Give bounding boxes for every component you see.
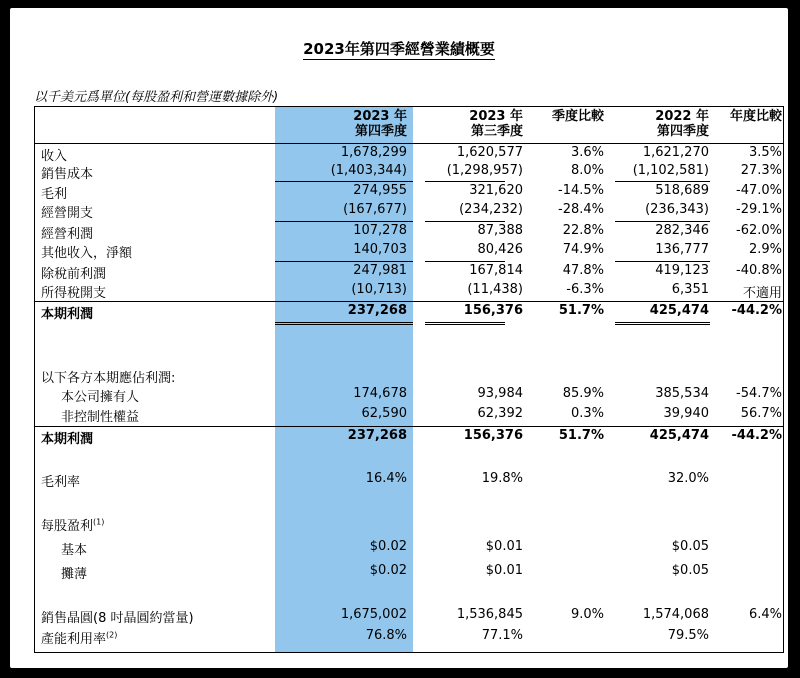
subtotal-rule bbox=[425, 261, 505, 262]
total-double-rule bbox=[615, 322, 710, 323]
total-double-rule bbox=[275, 322, 413, 323]
total-double-rule bbox=[615, 324, 710, 325]
total-double-rule bbox=[275, 324, 413, 325]
header-yoy: 年度比較 bbox=[729, 109, 782, 124]
section-divider bbox=[35, 301, 783, 302]
total-double-rule bbox=[425, 324, 505, 325]
subtotal-rule bbox=[275, 261, 413, 262]
table-row: 以下各方本期應佔利潤: bbox=[41, 371, 176, 386]
table-row: 本期利潤 237,268 156,376 51.7% 425,474 -44.2% bbox=[41, 428, 782, 447]
table-row: 毛利 274,955 321,620 -14.5% 518,689 -47.0% bbox=[41, 183, 782, 202]
unit-note: 以千美元爲單位(每股盈利和營運數據除外) bbox=[34, 90, 279, 105]
document-page bbox=[10, 8, 788, 668]
table-row: 銷售晶圓(8 吋晶圓約當量) 1,675,002 1,536,845 9.0% 1,574,068 6.4% bbox=[41, 607, 782, 626]
page-title: 2023年第四季經營業績概要 bbox=[303, 40, 495, 58]
table-row: 收入 1,678,299 1,620,577 3.6% 1,621,270 3.5% bbox=[41, 145, 782, 164]
table-row: 非控制性權益 62,590 62,392 0.3% 39,940 56.7% bbox=[61, 406, 782, 425]
table-row: 經營利潤 107,278 87,388 22.8% 282,346 -62.0% bbox=[41, 223, 782, 242]
header-2023-q4: 2023 年 第四季度 bbox=[353, 109, 407, 139]
table-row: 其他收入，淨額 140,703 80,426 74.9% 136,777 2.9% bbox=[41, 242, 782, 261]
table-row: 每股盈利$^{(1)}$ bbox=[41, 517, 105, 534]
subtotal-rule bbox=[615, 221, 710, 222]
results-table bbox=[34, 106, 784, 653]
table-row: 所得稅開支 (10,713) (11,438) -6.3% 6,351 不適用 bbox=[41, 282, 782, 301]
table-row: 經營開支 (167,677) (234,232) -28.4% (236,343) -29.1% bbox=[41, 202, 782, 221]
table-row: 毛利率 16.4% 19.8% 32.0% bbox=[41, 471, 709, 490]
table-row: 產能利用率$^{(2)}$ 76.8% 77.1% 79.5% bbox=[41, 628, 709, 647]
section-divider bbox=[35, 426, 783, 427]
header-2022-q4: 2022 年 第四季度 bbox=[655, 109, 709, 139]
table-row: 本公司擁有人 174,678 93,984 85.9% 385,534 -54.7% bbox=[61, 386, 782, 405]
header-divider bbox=[35, 143, 783, 144]
table-row: 基本 $0.02 $0.01 $0.05 bbox=[61, 539, 709, 558]
subtotal-rule bbox=[425, 181, 505, 182]
subtotal-rule bbox=[425, 221, 505, 222]
subtotal-rule bbox=[615, 181, 710, 182]
table-row: 本期利潤 237,268 156,376 51.7% 425,474 -44.2% bbox=[41, 303, 782, 322]
table-row: 除稅前利潤 247,981 167,814 47.8% 419,123 -40.8% bbox=[41, 263, 782, 282]
header-qoq: 季度比較 bbox=[551, 109, 604, 124]
total-double-rule bbox=[425, 322, 505, 323]
table-row: 銷售成本 (1,403,344) (1,298,957) 8.0% (1,102,581) 27.3% bbox=[41, 163, 782, 182]
subtotal-rule bbox=[615, 261, 710, 262]
header-2023-q3: 2023 年 第三季度 bbox=[469, 109, 523, 139]
subtotal-rule bbox=[275, 221, 413, 222]
table-row: 攤薄 $0.02 $0.01 $0.05 bbox=[61, 563, 709, 582]
subtotal-rule bbox=[275, 181, 413, 182]
